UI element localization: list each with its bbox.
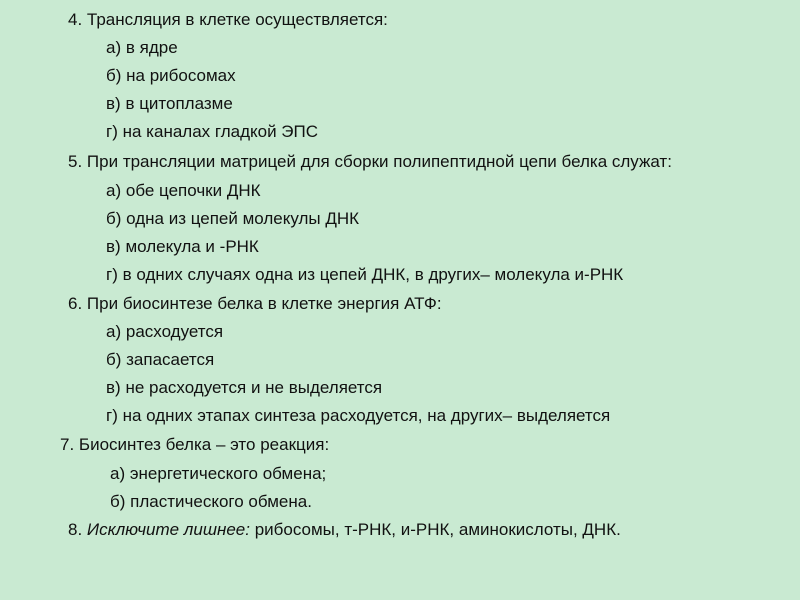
question-text: Трансляция в клетке осуществляется: (86, 10, 388, 29)
question-5-option-a (106, 181, 261, 201)
option-text: в ядре (125, 38, 178, 57)
option-text: на рибосомах (126, 66, 236, 85)
question-7 (60, 435, 329, 455)
option-letter: б) (106, 350, 122, 369)
option-text: на одних этапах синтеза расходуется, на других– выделяется (122, 406, 611, 425)
option-letter: а) (106, 322, 122, 341)
question-6-option-g (106, 406, 610, 426)
option-text: пластического обмена. (130, 492, 312, 511)
option-letter: г) (106, 265, 118, 284)
question-4-option-v (106, 94, 233, 114)
option-text: в цитоплазме (125, 94, 233, 113)
question-number: 7. (60, 435, 75, 454)
option-letter: б) (106, 209, 122, 228)
option-letter: а) (106, 38, 122, 57)
option-text: запасается (126, 350, 215, 369)
question-number: 6. (68, 294, 83, 313)
question-6-option-v (106, 378, 382, 398)
question-text: рибосомы, т-РНК, и-РНК, аминокислоты, ДНК. (254, 520, 621, 539)
question-5 (68, 152, 672, 172)
question-number: 4. (68, 10, 83, 29)
question-6 (68, 294, 442, 314)
question-text: При трансляции матрицей для сборки полипептидной цепи белка служат: (86, 152, 672, 171)
option-letter: б) (106, 66, 122, 85)
option-letter: в) (106, 237, 121, 256)
option-text: в одних случаях одна из цепей ДНК, в других– молекула и-РНК (122, 265, 624, 284)
question-4-option-a (106, 38, 178, 58)
option-letter: в) (106, 378, 121, 397)
question-6-option-b (106, 350, 214, 370)
question-7-option-b (110, 492, 312, 512)
option-letter: г) (106, 406, 118, 425)
option-text: одна из цепей молекулы ДНК (126, 209, 360, 228)
question-number: 8. (68, 520, 83, 539)
option-text: на каналах гладкой ЭПС (122, 122, 319, 141)
question-text: Биосинтез белка – это реакция: (78, 435, 330, 454)
option-text: не расходуется и не выделяется (125, 378, 383, 397)
option-letter: г) (106, 122, 118, 141)
option-text: молекула и -РНК (125, 237, 259, 256)
option-letter: а) (106, 181, 122, 200)
option-text: расходуется (125, 322, 224, 341)
question-instruction: Исключите лишнее: (86, 520, 250, 539)
option-text: энергетического обмена; (129, 464, 327, 483)
question-number: 5. (68, 152, 83, 171)
option-letter: б) (110, 492, 126, 511)
option-letter: а) (110, 464, 126, 483)
question-4-option-b (106, 66, 236, 86)
question-6-option-a (106, 322, 223, 342)
question-5-option-g (106, 265, 623, 285)
question-5-option-v (106, 237, 259, 257)
option-letter: в) (106, 94, 121, 113)
question-7-option-a (110, 464, 326, 484)
question-text: При биосинтезе белка в клетке энергия АТФ: (86, 294, 442, 313)
question-4 (68, 10, 388, 30)
question-4-option-g (106, 122, 318, 142)
question-8 (68, 520, 621, 540)
question-5-option-b (106, 209, 359, 229)
option-text: обе цепочки ДНК (125, 181, 261, 200)
